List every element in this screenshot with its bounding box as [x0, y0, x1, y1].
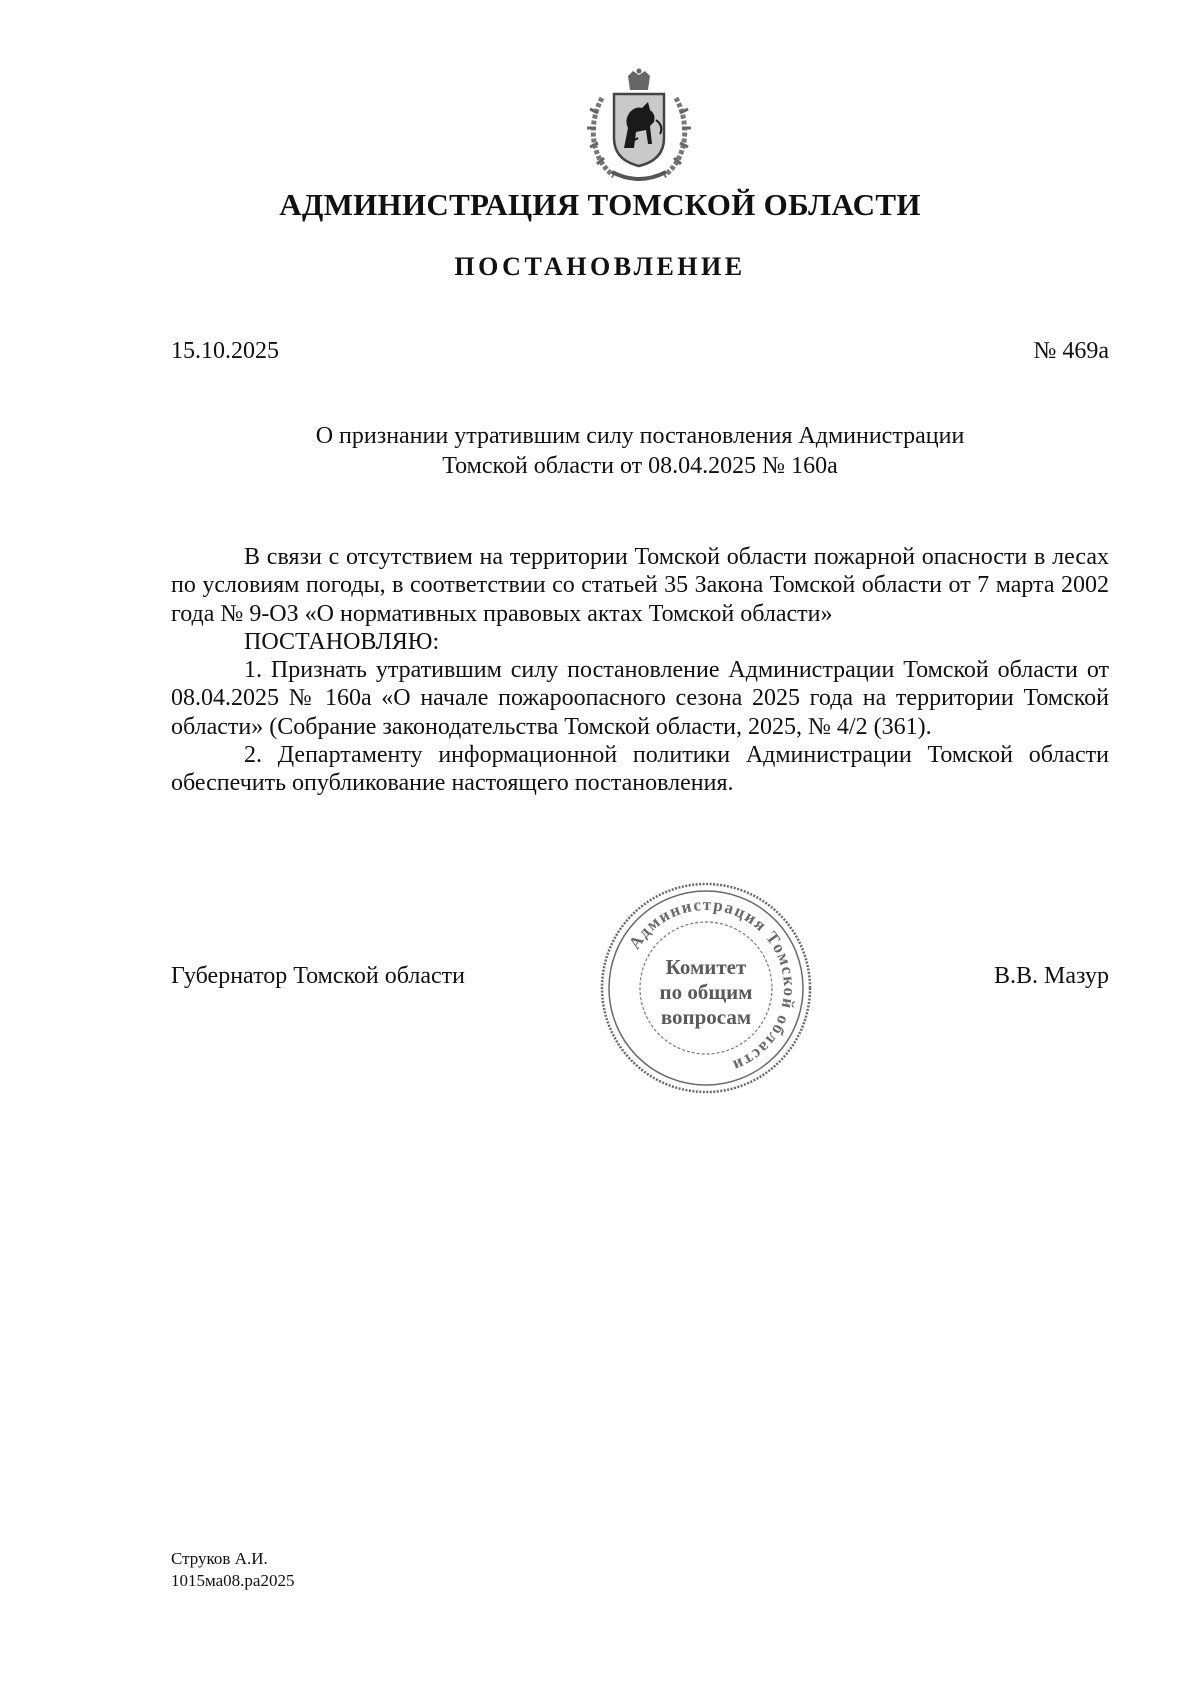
- coat-of-arms-icon: [584, 68, 694, 188]
- document-type-heading: ПОСТАНОВЛЕНИЕ: [454, 252, 746, 281]
- document-number: № 469а: [1033, 338, 1109, 364]
- document-body: [171, 543, 1109, 798]
- footer-code: 1015ма08.ра2025: [171, 1571, 295, 1590]
- seal-line-2: по общим: [659, 980, 753, 1004]
- footer-note: [171, 1548, 294, 1592]
- signatory-title: Губернатор Томской области: [171, 963, 465, 989]
- signatory-name: В.В. Мазур: [994, 963, 1109, 989]
- subject-line-1: О признании утратившим силу постановления Администрации: [315, 423, 965, 449]
- footer-author: Струков А.И.: [171, 1549, 268, 1568]
- seal-line-3: вопросам: [660, 1005, 752, 1029]
- item-1-paragraph: 1. Признать утратившим силу постановление Администрации Томской области от 08.04.2025 № 160а «О начале пожароопасного сезона 2025 года на территории Томской области» (Собрание законодательства Томской области, 2025, № 4/2 (361).: [171, 657, 1109, 740]
- seal-line-1: Комитет: [665, 955, 747, 979]
- seal-ring-text: Администрация Томской области: [624, 894, 800, 1077]
- seal-center-text: [598, 955, 814, 1030]
- resolve-paragraph: ПОСТАНОВЛЯЮ:: [244, 628, 440, 655]
- subject-line-2: Томской области от 08.04.2025 № 160а: [442, 453, 838, 479]
- document-date: 15.10.2025: [171, 338, 279, 364]
- preamble-paragraph: В связи с отсутствием на территории Томской области пожарной опасности в лесах по условиям погоды, в соответствии со статьей 35 Закона Томской области от 7 марта 2002 года № 9-ОЗ «О нормативных правовых актах Томской области»: [171, 544, 1109, 627]
- document-subject: [171, 421, 1109, 481]
- organization-title: АДМИНИСТРАЦИЯ ТОМСКОЙ ОБЛАСТИ: [279, 187, 921, 222]
- item-2-paragraph: 2. Департаменту информационной политики Администрации Томской области обеспечить опубликование настоящего постановления.: [171, 742, 1109, 797]
